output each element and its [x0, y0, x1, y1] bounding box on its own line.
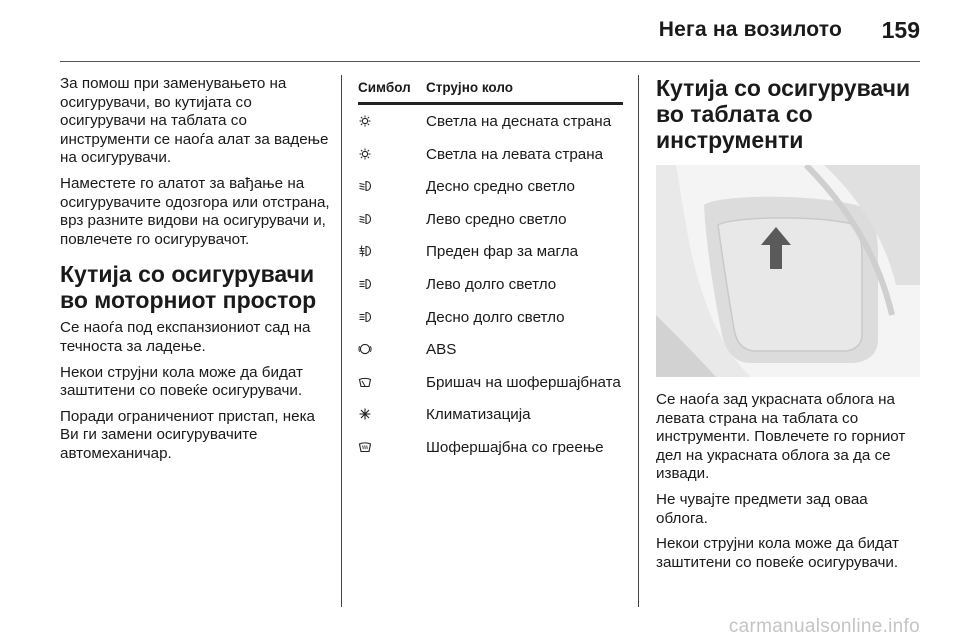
header-circuit: Струјно коло [426, 75, 623, 104]
fuse-table [358, 75, 623, 464]
table-row: Преден фар за магла [358, 235, 623, 268]
page-number: 159 [881, 17, 920, 43]
column-right [656, 75, 920, 579]
intro-paragraph-1: За помош при заменувањето на осигурувачи, во кутијата со осигурувачи на таблата со инструменти се наоѓа алат за вадење на осигурувачи. [60, 75, 329, 167]
dashboard-fusebox-paragraph-3: Некои струјни кола може да бидат заштитени со повеќе осигурувачи. [656, 535, 899, 571]
table-row: Лево средно светло [358, 203, 623, 236]
engine-fusebox-paragraph-1: Се наоѓа под експанзиониот сад на течноста за ладење. [60, 319, 311, 355]
table-row: Десно долго светло [358, 301, 623, 334]
side-light-left-icon [358, 147, 372, 161]
header-rule [60, 61, 920, 62]
high-beam-left-icon [358, 277, 372, 291]
wiper-icon [358, 375, 372, 389]
fusebox-cover-illustration [656, 165, 920, 377]
header-title: Нега на возилото [658, 18, 842, 41]
header-symbol: Симбол [358, 75, 426, 104]
low-beam-right-icon [358, 179, 372, 193]
high-beam-right-icon [358, 310, 372, 324]
column-left [60, 75, 332, 471]
section-heading-engine-fusebox: Кутија со осигурувачи во моторниот простор [60, 261, 317, 314]
engine-fusebox-paragraph-3: Поради ограничениот пристап, нека Ви ги замени осигурувачите автомеханичар. [60, 407, 315, 462]
table-row: Лево долго светло [358, 268, 623, 301]
front-fog-light-icon [358, 244, 372, 258]
section-heading-dashboard-fusebox: Кутија со осигурувачи во таблата со инструменти [656, 75, 911, 153]
fuse-table-header [358, 75, 623, 104]
side-light-right-icon [358, 114, 372, 128]
dashboard-fusebox-paragraph-1: Се наоѓа зад украсната облога на левата страна на таблата со инструменти. Повлечете го горниот дел на украсната облога за да се извади. [656, 391, 906, 483]
engine-fusebox-paragraph-2: Некои струјни кола може да бидат заштитени со повеќе осигурувачи. [60, 363, 303, 400]
abs-icon [358, 342, 372, 356]
climate-control-icon [358, 407, 372, 421]
table-row: Климатизација [358, 398, 623, 431]
low-beam-left-icon [358, 212, 372, 226]
column-middle [358, 75, 623, 464]
column-divider-1 [341, 75, 342, 607]
table-row: Светла на левата страна [358, 138, 623, 171]
table-row: Шофершајбна со греење [358, 431, 623, 464]
column-divider-2 [638, 75, 639, 607]
table-row: ABS [358, 333, 623, 366]
table-row: Десно средно светло [358, 170, 623, 203]
dashboard-fusebox-paragraph-2: Не чувајте предмети зад оваа облога. [656, 490, 868, 527]
watermark: carmanualsonline.info [728, 616, 920, 637]
table-row: Бришач на шофершајбната [358, 366, 623, 399]
intro-paragraph-2: Наместете го алатот за вађање на осигурувачите одозгора или отстрана, врз разните видови на осигурувачи и, повлечете го осигурувачот. [60, 174, 330, 248]
heated-windscreen-icon [358, 440, 372, 454]
fusebox-cover-photo [656, 165, 920, 377]
table-row: Светла на десната страна [358, 104, 623, 138]
